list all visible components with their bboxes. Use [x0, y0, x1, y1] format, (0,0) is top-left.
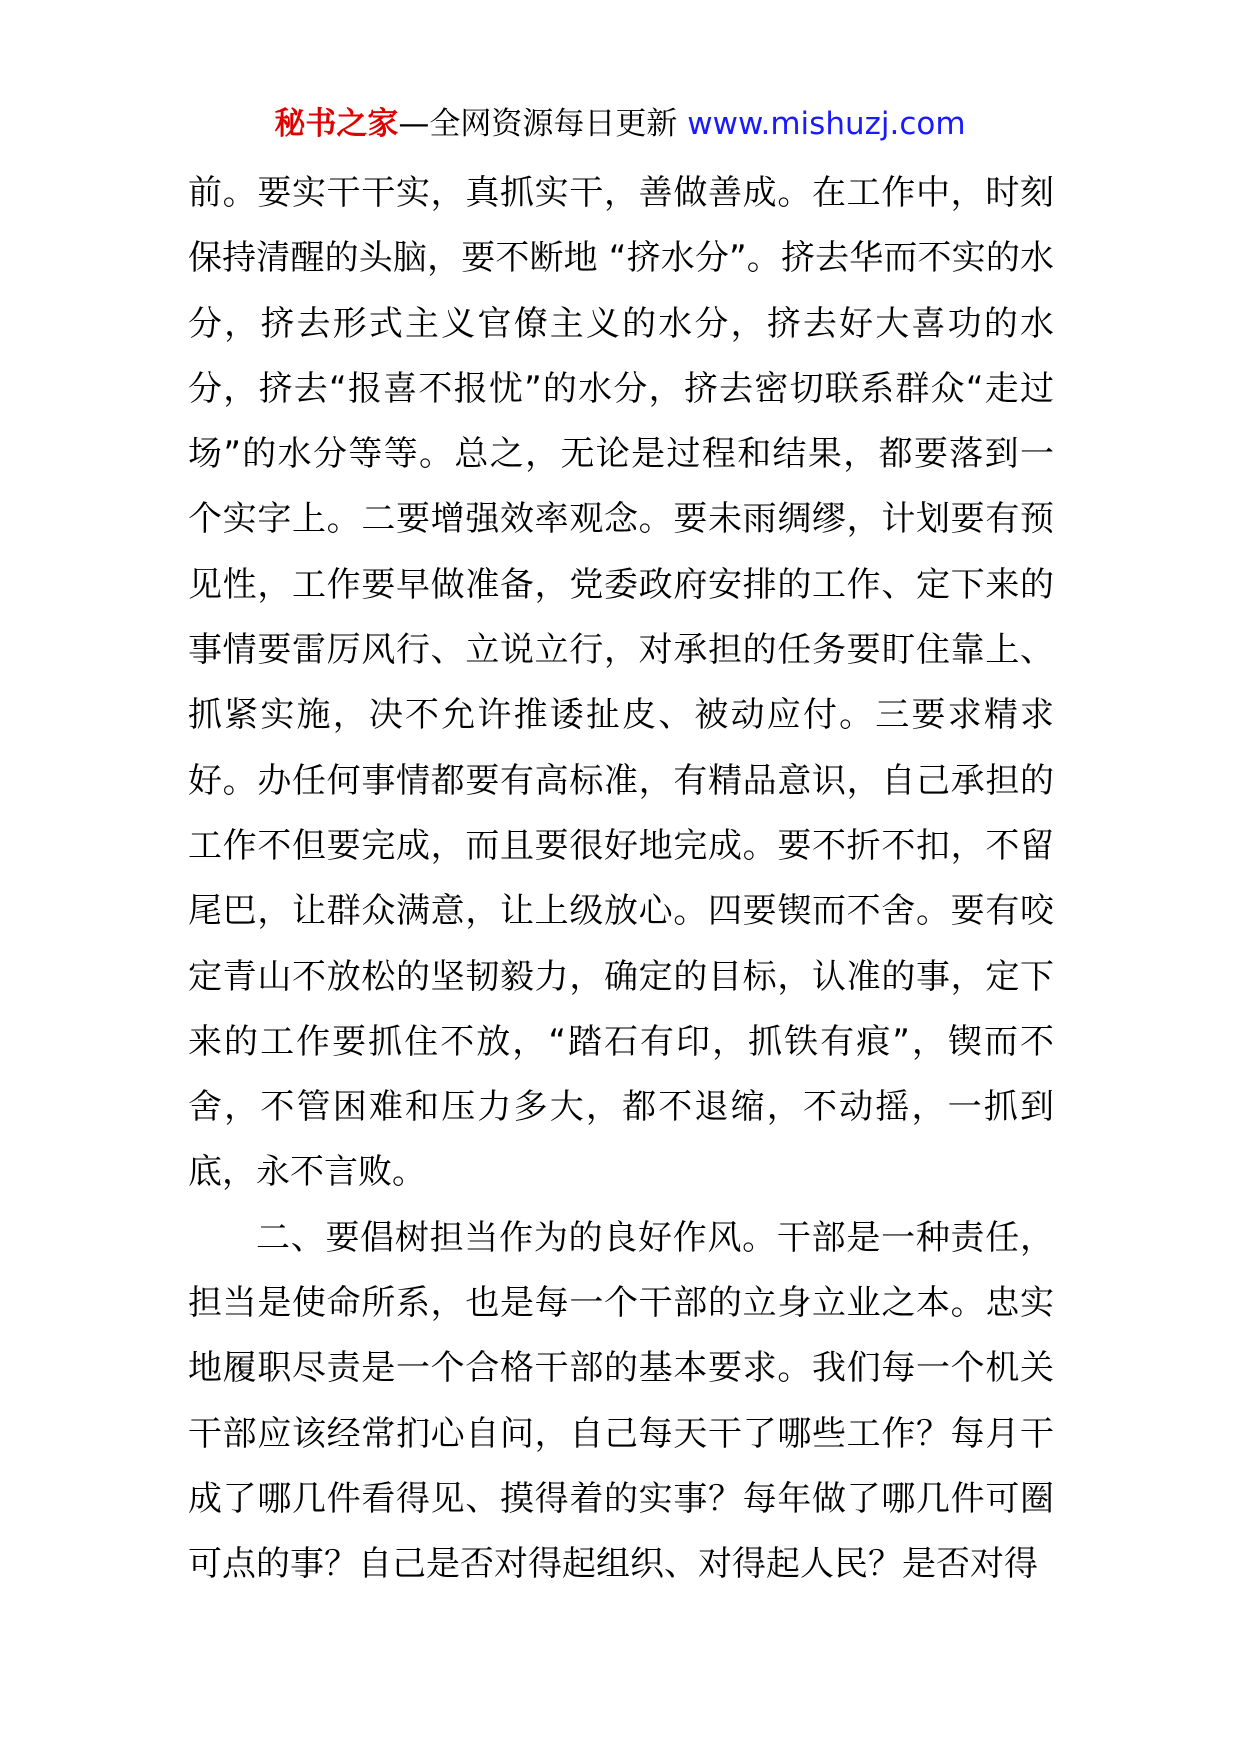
- paragraph-section-two: 二、要倡树担当作为的良好作风。干部是一种责任，担当是使命所系，也是每一个干部的立身立业之本。忠实地履职尽责是一个合格干部的基本要求。我们每一个机关干部应该经常扪心自问，自己每天干了哪些工作？每月干成了哪几件看得见、摸得着的实事？每年做了哪几件可圈可点的事？自己是否对得起组织、对得起人民？是否对得: [188, 1217, 1054, 1585]
- brand-name: 秘书之家: [274, 106, 399, 142]
- document-body: [188, 161, 1054, 1598]
- header-tagline: —全网资源每日更新: [398, 106, 688, 142]
- paragraph-continued: 前。要实干干实，真抓实干，善做善成。在工作中，时刻保持清醒的头脑，要不断地 “挤水分”。挤去华而不实的水分，挤去形式主义官僚主义的水分，挤去好大喜功的水分，挤去“报喜不报忧”的水分，挤去密切联系群众“走过场”的水分等等。总之，无论是过程和结果，都要落到一个实字上。二要增强效率观念。要未雨绸缪，计划要有预见性，工作要早做准备，党委政府安排的工作、定下来的事情要雷厉风行、立说立行，对承担的任务要盯住靠上、抓紧实施，决不允许推诿扯皮、被动应付。三要求精求好。办任何事情都要有高标准，有精品意识，自己承担的工作不但要完成，而且要很好地完成。要不折不扣，不留尾巴，让群众满意，让上级放心。四要锲而不舍。要有咬定青山不放松的坚韧毅力，确定的目标，认准的事，定下来的工作要抓住不放，“踏石有印，抓铁有痕”，锲而不舍，不管困难和压力多大，都不退缩，不动摇，一抓到底，永不言败。: [188, 173, 1054, 1193]
- site-url-link[interactable]: www.mishuzj.com: [687, 106, 966, 142]
- page-header: [0, 104, 1240, 144]
